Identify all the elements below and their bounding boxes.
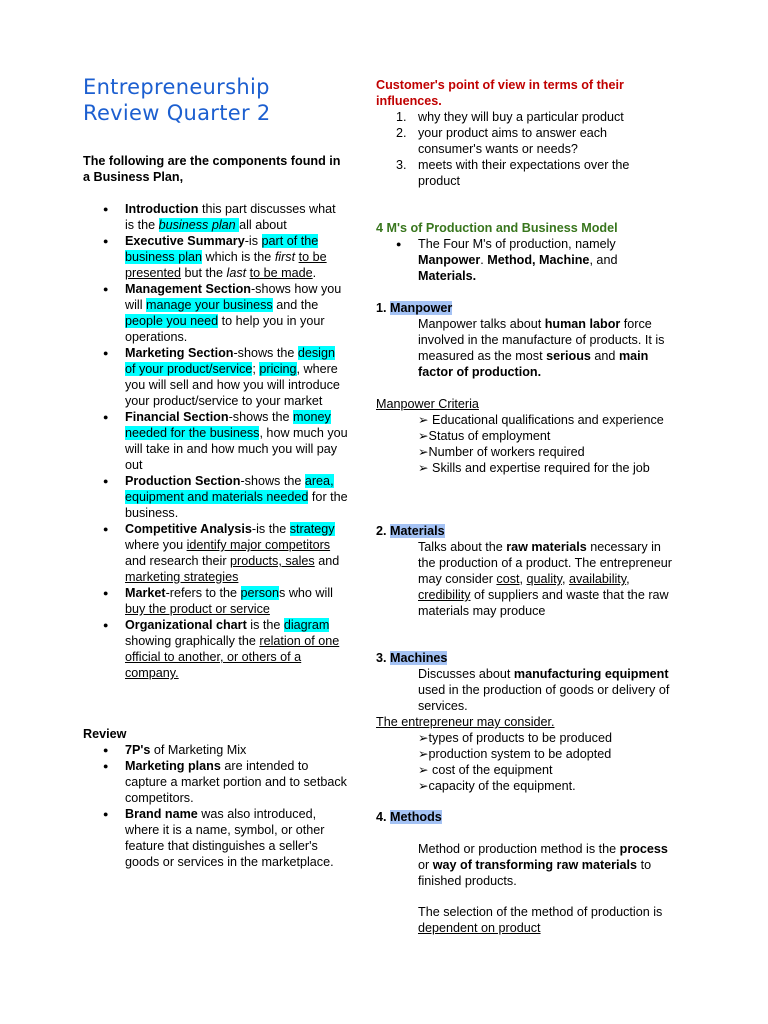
machines-heading: 3. Machines (376, 651, 448, 665)
machines-consider-label: The entrepreneur may consider. (376, 715, 555, 729)
list-item: 2. your product aims to answer each consumer's wants or needs? (396, 126, 607, 156)
manpower-text: Manpower talks about human labor force involved in the manufacture of products. It is measured as the most serious and main factor of production. (418, 317, 665, 379)
list-item: ● Brand name was also introduced, where it is a name, symbol, or other feature that distinguishes a seller's goods or services in the marketplace. (83, 806, 348, 870)
four-ms-heading: 4 M's of Production and Business Model (376, 221, 618, 235)
title-line-1: Entrepreneurship (83, 75, 270, 99)
title-line-2: Review Quarter 2 (83, 101, 271, 125)
list-item: ➢types of products to be produced (418, 731, 612, 745)
four-ms-list (376, 236, 638, 284)
components-list (83, 201, 348, 681)
list-item: ● Production Section-shows the area, equipment and materials needed for the business. (83, 473, 348, 521)
components-intro: The following are the components found in a Business Plan, (83, 154, 341, 184)
methods-text-2: The selection of the method of production is dependent on product (418, 905, 663, 935)
document-title (83, 74, 383, 126)
list-item: ➢Number of workers required (418, 445, 585, 459)
list-item: ● Marketing plans are intended to capture a market portion and to setback competitors. (83, 758, 348, 806)
manpower-criteria-list (376, 412, 680, 476)
list-item: ➢Status of employment (418, 429, 551, 443)
review-list (83, 742, 348, 870)
list-item: ● The Four M's of production, namely Manpower. Method, Machine, and Materials. (376, 236, 638, 284)
list-item: ➢ Educational qualifications and experience (418, 413, 664, 427)
list-item: ● Introduction this part discusses what is the business plan all about (83, 201, 348, 233)
list-item: ➢ Skills and expertise required for the job (418, 461, 650, 475)
list-item: ● Executive Summary-is part of the business plan which is the first to be presented but the last to be made. (83, 233, 348, 281)
customer-list (376, 109, 638, 189)
list-item: ● Management Section-shows how you will manage your business and the people you need to help you in your operations. (83, 281, 348, 345)
list-item: ➢capacity of the equipment. (418, 779, 576, 793)
review-heading: Review (83, 727, 127, 741)
list-item: ● 7P's of Marketing Mix (83, 742, 348, 758)
manpower-heading: 1. Manpower (376, 301, 453, 315)
list-item: ● Organizational chart is the diagram showing graphically the relation of one official to another, or others of a company. (83, 617, 348, 681)
list-item: 3. meets with their expectations over the product (396, 158, 630, 188)
list-item: ● Marketing Section-shows the design of your product/service; pricing, where you will sell and how you will introduce your product/service to your market (83, 345, 348, 409)
machines-text: Discusses about manufacturing equipment used in the production of goods or delivery of services. (418, 667, 670, 713)
methods-text: Method or production method is the process or way of transforming raw materials to finished products. (418, 842, 668, 888)
machines-consider-list (376, 730, 680, 794)
materials-text: Talks about the raw materials necessary in the production of a product. The entrepreneur may consider cost, quality, availability, credibility of suppliers and waste that the raw materials may produce (418, 540, 672, 618)
list-item: 1. why they will buy a particular product (396, 110, 624, 124)
list-item: ● Market-refers to the persons who will buy the product or service (83, 585, 348, 617)
methods-heading: 4. Methods (376, 810, 442, 824)
list-item: ➢production system to be adopted (418, 747, 612, 761)
materials-heading: 2. Materials (376, 524, 445, 538)
list-item: ➢ cost of the equipment (418, 763, 553, 777)
list-item: ● Financial Section-shows the money needed for the business, how much you will take in and how much you will pay out (83, 409, 348, 473)
customer-heading: Customer's point of view in terms of their influences. (376, 78, 624, 108)
manpower-criteria-label: Manpower Criteria (376, 397, 479, 411)
list-item: ● Competitive Analysis-is the strategy where you identify major competitors and research their products, sales and marketing strategies (83, 521, 348, 585)
